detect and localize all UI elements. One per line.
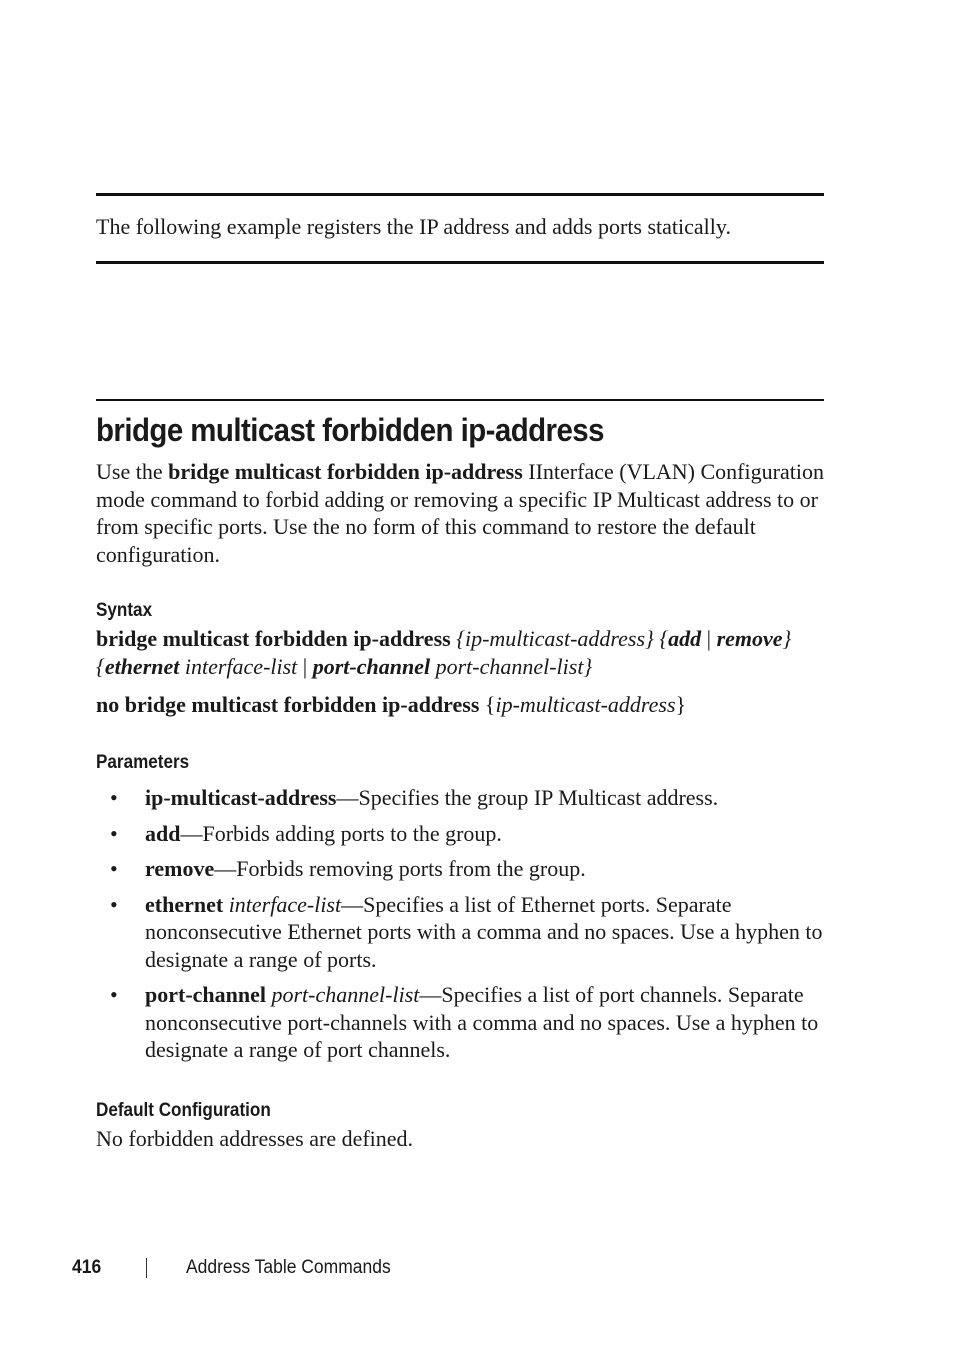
param-desc: —Specifies the group IP Multicast address.: [336, 785, 719, 810]
bullet-icon: •: [110, 785, 118, 810]
syntax-brace-mid: } {: [96, 626, 792, 679]
syntax-port-channel: port-channel: [312, 653, 431, 679]
intro-suffix: IInterface (VLAN) Configuration mode command to forbid adding or removing a specific IP Multicast address to or from specific ports. Use the no form of this command to restore the default configuration.: [96, 459, 824, 567]
param-desc: —Forbids removing ports from the group.: [214, 856, 586, 881]
param-arg: interface-list: [228, 891, 342, 917]
bullet-icon: •: [110, 820, 118, 846]
param-desc: —Forbids adding ports to the group.: [180, 820, 502, 846]
syntax-no-arg: ip-multicast-address: [495, 692, 676, 717]
syntax-no-open: {: [479, 692, 496, 717]
parameters-list: [96, 784, 826, 1072]
syntax-pipe-2: |: [297, 653, 313, 679]
bullet-icon: •: [110, 856, 118, 881]
section-intro: [96, 458, 826, 568]
default-configuration-heading: Default Configuration: [96, 1100, 271, 1121]
syntax-port-channel-list: port-channel-list}: [430, 653, 593, 679]
bullet-icon: •: [110, 982, 118, 1007]
footer-chapter-title: Address Table Commands: [186, 1257, 391, 1278]
syntax-ethernet: ethernet: [104, 653, 180, 679]
footer-separator: [146, 1258, 147, 1278]
syntax-heading: Syntax: [96, 600, 153, 621]
section-title: bridge multicast forbidden ip-address: [96, 412, 604, 448]
bullet-icon: •: [110, 891, 118, 917]
default-configuration-text: No forbidden addresses are defined.: [96, 1126, 414, 1151]
section-rule: [96, 399, 824, 401]
param-arg: port-channel-list: [271, 982, 420, 1007]
intro-command: bridge multicast forbidden ip-address: [168, 459, 523, 484]
syntax-cmd: bridge multicast forbidden ip-address: [96, 626, 451, 651]
param-term: add: [145, 820, 181, 846]
syntax-line-1: [96, 625, 826, 680]
syntax-interface-list: interface-list: [179, 653, 298, 679]
syntax-no-close: }: [675, 692, 687, 717]
list-item: [96, 855, 826, 883]
example-text: The following example registers the IP address and adds ports statically.: [96, 214, 731, 239]
param-term: ip-multicast-address: [145, 785, 337, 810]
syntax-arg-address: {ip-multicast-address}: [456, 626, 654, 651]
list-item: [96, 891, 826, 974]
syntax-remove: remove: [716, 626, 783, 651]
syntax-brace-open: {: [653, 626, 669, 651]
syntax-add: add: [668, 626, 702, 651]
param-term: remove: [145, 856, 215, 881]
param-term: ethernet: [145, 891, 224, 917]
top-rule: [96, 193, 824, 196]
syntax-line-2: [96, 691, 826, 719]
list-item: [96, 784, 826, 812]
list-item: [96, 820, 826, 848]
syntax-pipe-1: |: [701, 626, 717, 651]
param-desc: —Specifies a list of port channels. Separate nonconsecutive port-channels with a comma and no spaces. Use a hyphen to designate a range of port channels.: [145, 982, 819, 1062]
list-item: [96, 981, 826, 1064]
intro-prefix: Use the: [96, 459, 169, 484]
param-desc: —Specifies a list of Ethernet ports. Separate nonconsecutive Ethernet ports with a comma and no spaces. Use a hyphen to designate a range of ports.: [145, 891, 823, 972]
param-term: port-channel: [145, 982, 266, 1007]
syntax-no-cmd: no bridge multicast forbidden ip-address: [96, 692, 480, 717]
example-bottom-rule: [96, 261, 824, 264]
parameters-heading: Parameters: [96, 752, 190, 773]
page-number: 416: [72, 1257, 102, 1278]
